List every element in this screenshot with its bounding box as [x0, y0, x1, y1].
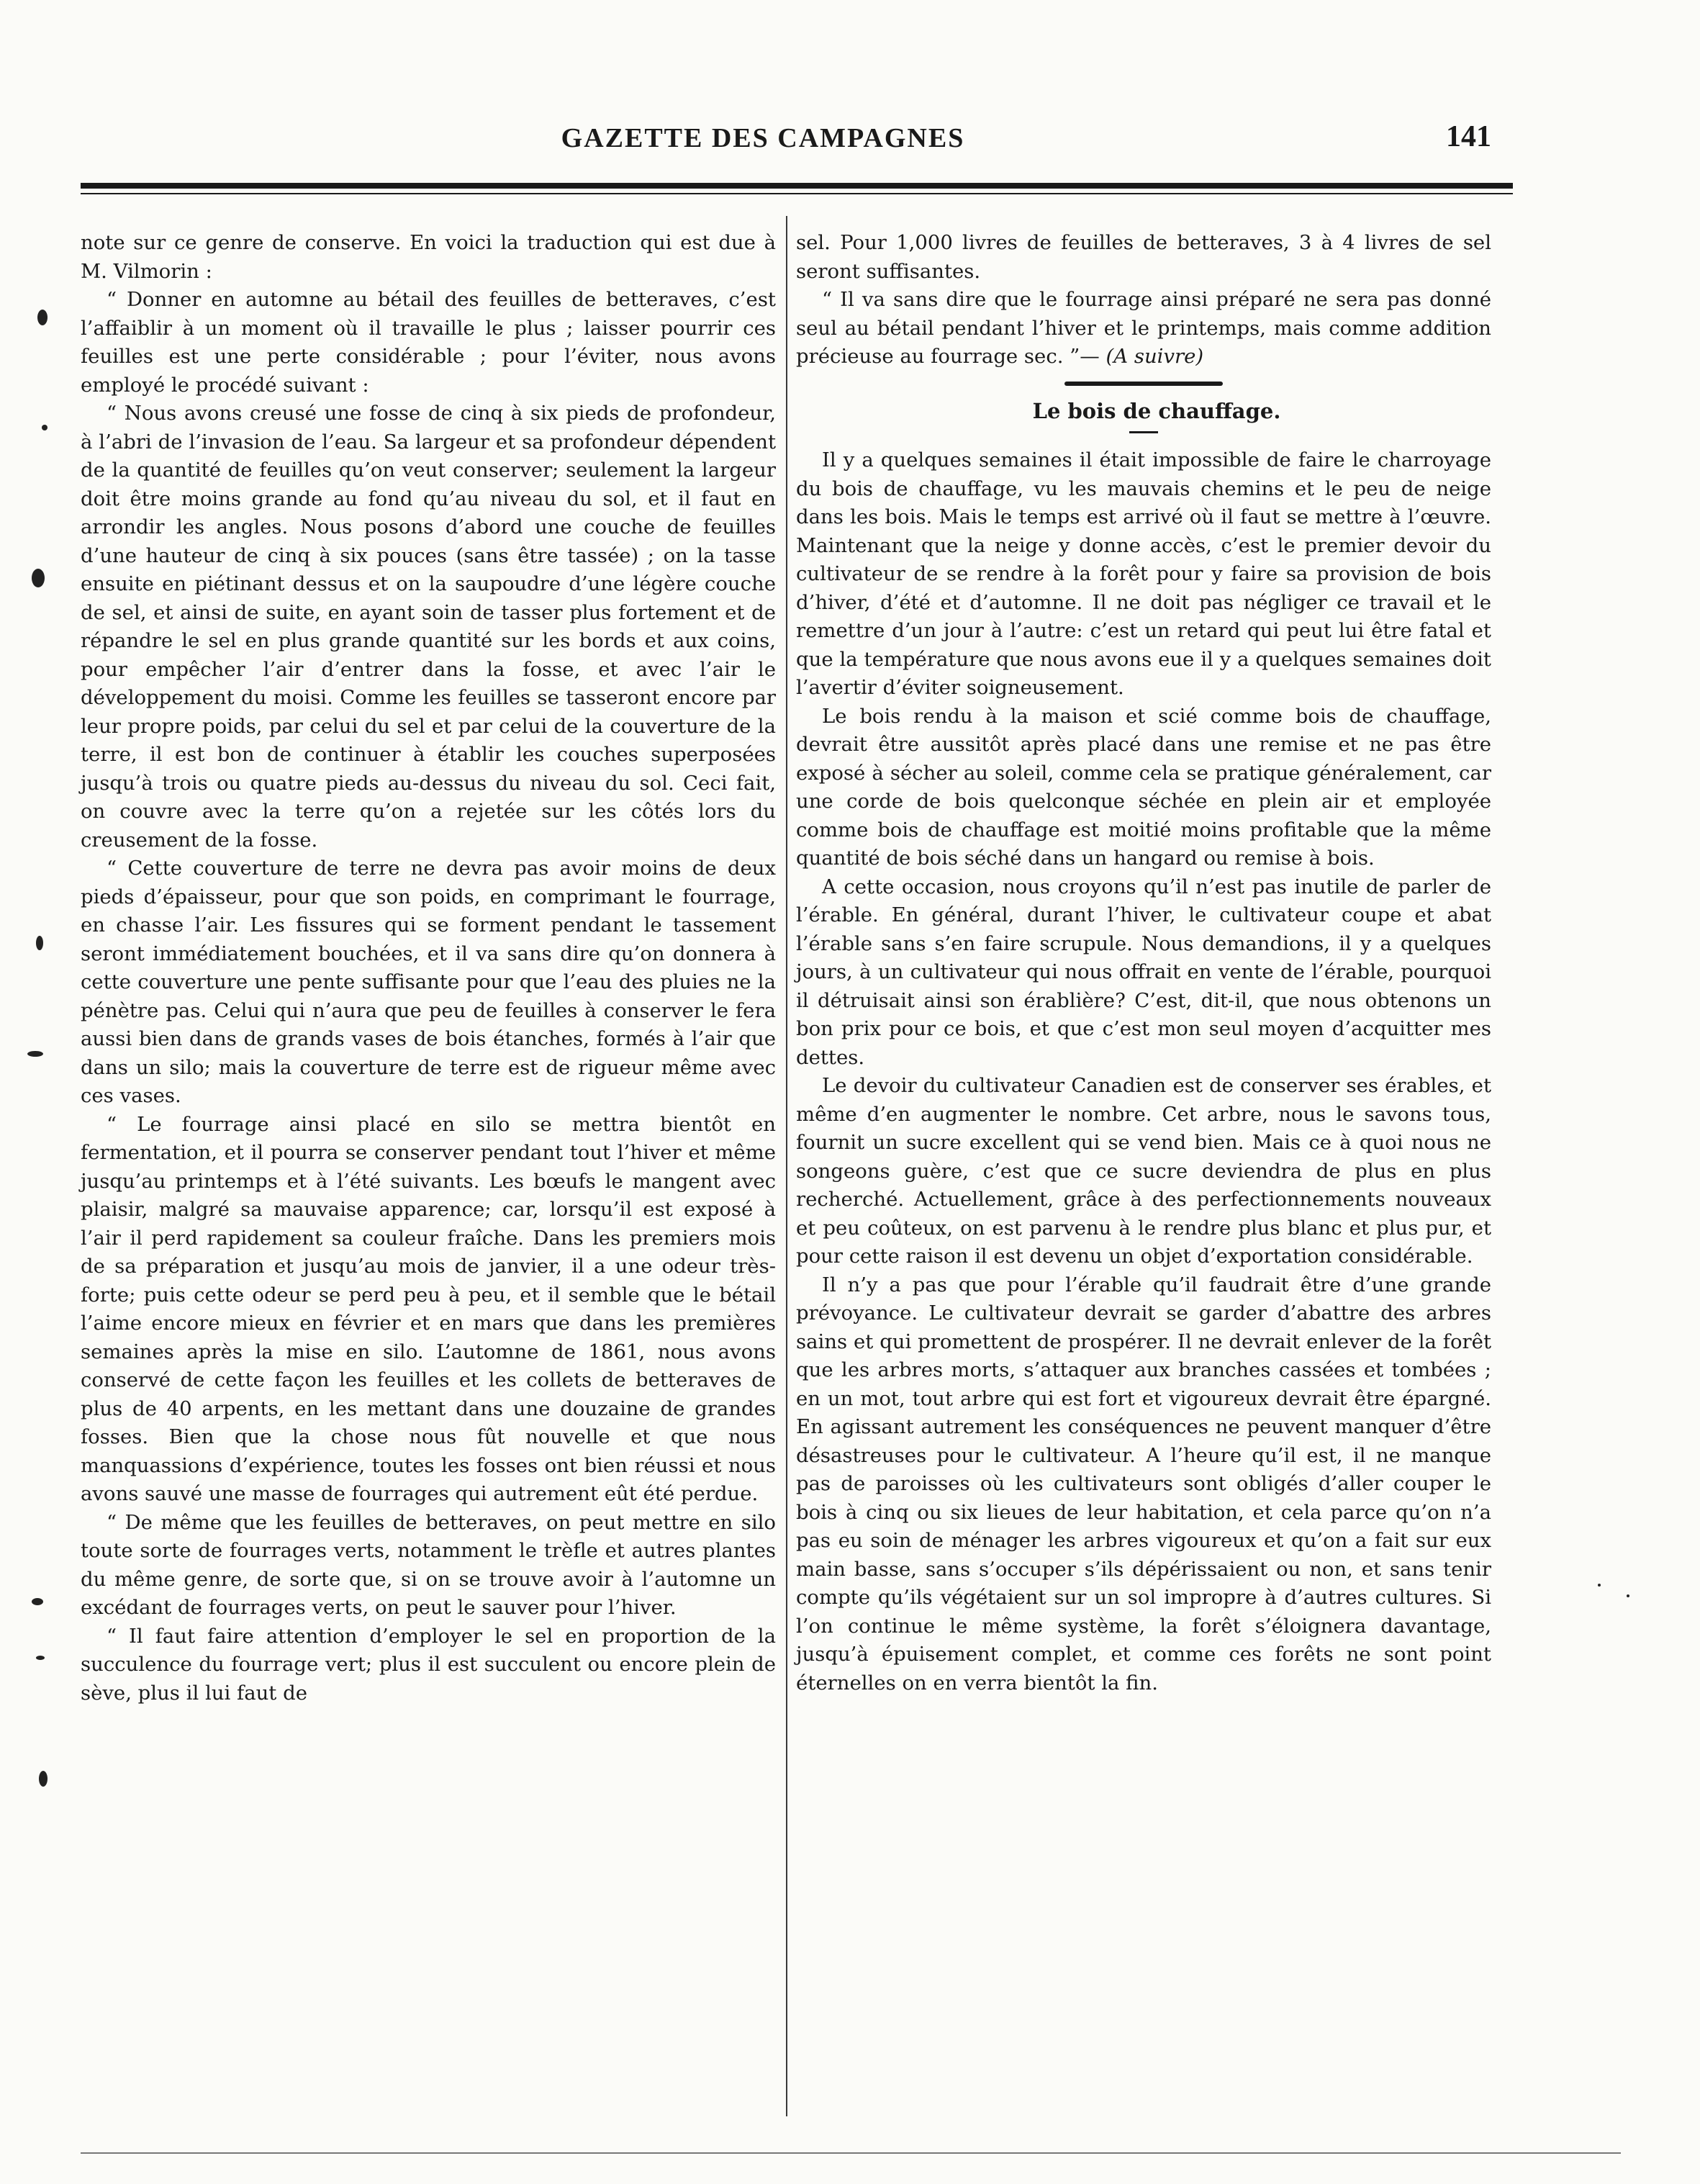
- section-separator: [1064, 382, 1223, 386]
- to-be-continued: (A suivre): [1106, 345, 1204, 368]
- section-heading: Le bois de chauffage.: [1032, 398, 1281, 423]
- right-paragraph: Il n’y a pas que pour l’érable qu’il faudrait être d’une grande prévoyance. Le cultivateur devrait se garder d’abattre des arbres sains et qui promettent de prospérer. Il ne devrait enlever de la forêt que les arbres morts, s’attaquer aux branches cassées et tombées ; en un mot, tout arbre qui est fort et vigoureux devrait être épargné. En agissant autrement les conséquences ne peuvent manquer d’être désastreuses pour le cultivateur. A l’heure qu’il est, il ne manque pas de paroisses où les cultivateurs sont obligés d’aller couper le bois à cinq ou six lieues de leur habitation, et cela parce qu’on n’a pas eu soin de ménager les arbres vigoureux et qu’on a fait sur eux main basse, sans s’occuper s’ils dépérissaient ou non, et sans tenir compte qu’ils végétaient sur un sol impropre à d’autres cultures. Si l’on continue le même système, la forêt s’éloignera davantage, jusqu’à épuisement complet, et comme ces forêts ne sont point éternelles on en verra bientôt la fin.: [796, 1273, 1491, 1695]
- running-title: GAZETTE DES CAMPAGNES: [561, 123, 965, 153]
- right-paragraph: [796, 286, 1491, 371]
- column-divider: [786, 216, 787, 2116]
- right-paragraph: sel. Pour 1,000 livres de feuilles de betteraves, 3 à 4 livres de sel seront suffisantes.: [796, 231, 1491, 283]
- left-paragraph: “ Nous avons creusé une fosse de cinq à six pieds de profondeur, à l’abri de l’invasion de l’eau. Sa largeur et sa profondeur dépendent de la quantité de feuilles qu’on veut conserver; seulement la largeur doit être moins grande au fond qu’au niveau du sol, et il faut en arrondir les angles. Nous posons d’abord une couche de feuilles d’une hauteur de cinq à six pouces (sans être tassée) ; on la tasse ensuite en piétinant dessus et on la saupoudre d’une légère couche de sel, et ainsi de suite, en ayant soin de tasser plus fortement et de répandre le sel en plus grande quantité sur les bords et aux coins, pour empêcher l’air d’entrer dans la fosse, et avec l’air le développement du moisi. Comme les feuilles se tasseront encore par leur propre poids, par celui du sel et par celui de la couverture de la terre, il est bon de continuer à établir les couches superposées jusqu’à trois ou quatre pieds au-dessus du niveau du sol. Ceci fait, on couvre avec la terre qu’on a rejetée sur les côtés lors du creusement de la fosse.: [81, 402, 776, 852]
- right-paragraph: A cette occasion, nous croyons qu’il n’est pas inutile de parler de l’érable. En général, durant l’hiver, le cultivateur coupe et abat l’érable sans s’en faire scrupule. Nous demandions, il y a quelques jours, à un cultivateur qui nous offrait en vente de l’érable, pourquoi il détruisait ainsi son érablière? C’est, dit-il, que nous obtenons un bon prix pour ce bois, et que c’est mon seul moyen d’acquitter mes dettes.: [796, 875, 1491, 1069]
- right-paragraph: Le bois rendu à la maison et scié comme bois de chauffage, devrait être aussitôt après placé dans une remise et ne pas être exposé à sécher au soleil, comme cela se pratique généralement, car une corde de bois quelconque séchée en plein air et employée comme bois de chauffage est moitié moins profitable que la même quantité de bois séché dans un hangard ou remise à bois.: [796, 704, 1491, 870]
- right-paragraph: Il y a quelques semaines il était impossible de faire le charroyage du bois de chauffage, vu les mauvais chemins et le peu de neige dans les bois. Mais le temps est arrivé où il faut se mettre à l’œuvre. Maintenant que la neige y donne accès, c’est le premier devoir du cultivateur de se rendre à la forêt pour y faire sa provision de bois d’hiver, d’été et d’automne. Il ne doit pas négliger ce travail et le remettre d’un jour à l’autre: c’est un retard qui peut lui être fatal et que la température que nous avons eue il y a quelques semaines doit l’avertir d’éviter soigneusement.: [796, 448, 1491, 699]
- left-column: [81, 229, 776, 1707]
- left-paragraph: note sur ce genre de conserve. En voici la traduction qui est due à M. Vilmorin :: [81, 231, 776, 283]
- right-column: [796, 229, 1491, 1697]
- header-rule-thick: [81, 183, 1513, 189]
- left-paragraph: “ Le fourrage ainsi placé en silo se mettra bientôt en fermentation, et il pourra se conserver pendant tout l’hiver et même jusqu’au printemps et à l’été suivants. Les bœufs le mangent avec plaisir, malgré sa mauvaise apparence; car, lorsqu’il est exposé à l’air il perd rapidement sa couleur fraîche. Dans les premiers mois de sa préparation et jusqu’au mois de janvier, il a une odeur très-forte; puis cette odeur se perd peu à peu, et il semble que le bétail l’aime encore mieux en février et en mars que dans les premières semaines après la mise en silo. L’automne de 1861, nous avons conservé de cette façon les feuilles et les collets de betteraves de plus de 40 arpents, en les mettant dans une douzaine de grandes fosses. Bien que la chose nous fût nouvelle et que nous manquassions d’expérience, toutes les fosses ont bien réussi et nous avons sauvé une masse de fourrages qui autrement eût été perdue.: [81, 1112, 776, 1505]
- right-paragraph-text: “ Il va sans dire que le fourrage ainsi préparé ne sera pas donné seul au bétail pendant l’hiver et le printemps, mais comme addition précieuse au fourrage sec. ”—: [796, 288, 1491, 368]
- page-number: 141: [1446, 120, 1491, 153]
- left-paragraph: “ De même que les feuilles de betteraves, on peut mettre en silo toute sorte de fourrages verts, notamment le trèfle et autres plantes du même genre, de sorte que, si on se trouve avoir à l’automne un excédant de fourrages verts, on peut le sauver pour l’hiver.: [81, 1510, 776, 1619]
- right-paragraph: Le devoir du cultivateur Canadien est de conserver ses érables, et même d’en augmenter le nombre. Cet arbre, nous le savons tous, fournit un sucre excellent qui se vend bien. Mais ce à quoi nous ne songeons guère, c’est que ce sucre deviendra de plus en plus recherché. Actuellement, grâce à des perfectionnements nouveaux et peu coûteux, on est parvenu à le rendre plus blanc et plus pur, et pour cette raison il est devenu un objet d’exportation considérable.: [796, 1074, 1491, 1268]
- heading-dash: [1129, 431, 1158, 433]
- header-rule-thin: [81, 193, 1513, 194]
- left-paragraph: “ Cette couverture de terre ne devra pas avoir moins de deux pieds d’épaisseur, pour que son poids, en comprimant le fourrage, en chasse l’air. Les fissures qui se forment pendant le tassement seront immédiatement bouchées, et il va sans dire qu’on donnera à cette couverture une pente suffisante pour que l’eau des pluies ne la pénètre pas. Celui qui n’aura que peu de feuilles à conserver le fera aussi bien dans de grands vases de bois étanches, formés à l’air que dans un silo; mais la couverture de terre est de rigueur même avec ces vases.: [81, 857, 776, 1107]
- bottom-rule: [81, 2152, 1621, 2154]
- left-paragraph: “ Donner en automne au bétail des feuilles de betteraves, c’est l’affaiblir à un moment où il travaille le plus ; laisser pourrir ces feuilles est une perte considérable ; pour l’éviter, nous avons employé le procédé suivant :: [81, 288, 776, 397]
- left-paragraph: “ Il faut faire attention d’employer le sel en proportion de la succulence du fourrage vert; plus il est succulent ou encore plein de sève, plus il lui faut de: [81, 1624, 776, 1705]
